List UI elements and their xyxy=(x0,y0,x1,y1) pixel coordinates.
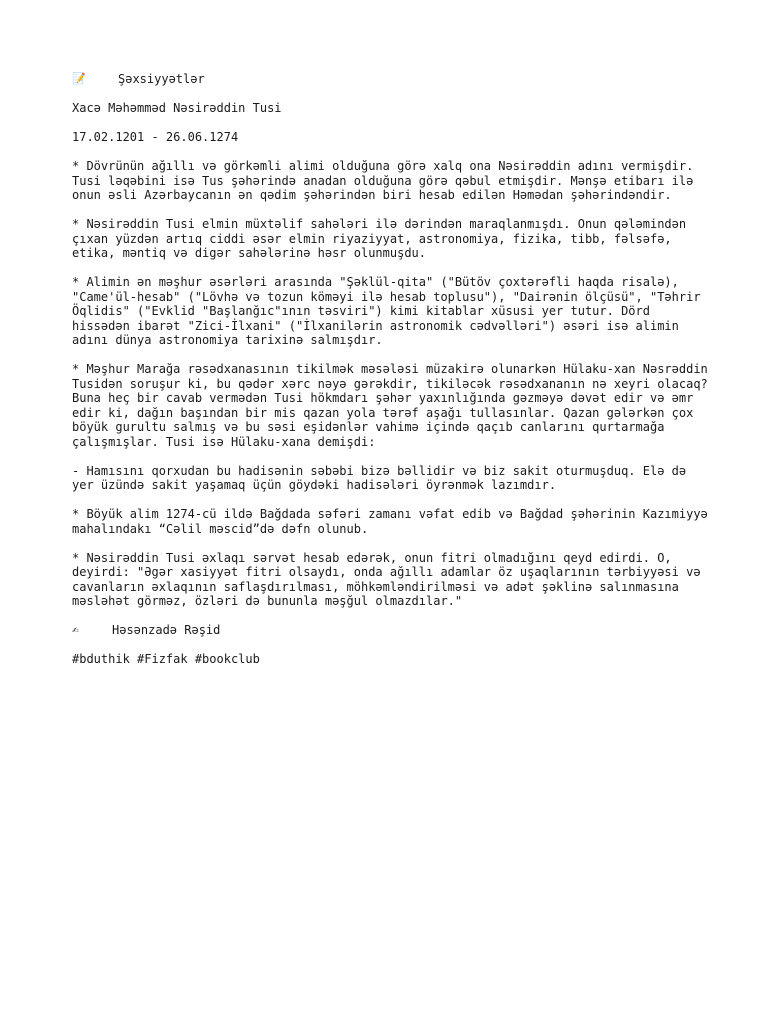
paragraph-ethics: * Nəsirəddin Tusi əxlaqı sərvət hesab edərək, onun fitri olmadığını qeyd edirdi. O, deyirdi: "Əgər xasiyyət fitri olsaydı, onda ağıllı adamlar öz uşaqlarının tərbiyyəsi və cavanların əxlaqının saflaşdırılması, möhkəmləndirilməsi və adət şəklinə salınmasına məsləhət görməz, özləri də bununla məşğul olmazdılar." xyxy=(72,550,708,608)
writing-hand-icon: ✍ xyxy=(72,623,79,636)
section-heading xyxy=(72,72,712,87)
paragraph-sciences: * Nəsirəddin Tusi elmin müxtəlif sahələri ilə dərindən maraqlanmışdı. Onun qələmindən çıxan yüzdən artıq ciddi əsər elmin riyaziyyat, astronomiya, fizika, tibb, fəlsəfə, etika, məntiq və digər sahələrinə həsr olunmuşdu. xyxy=(72,217,694,260)
document-body xyxy=(72,72,715,681)
hashtags: #bduthik #Fizfak #bookclub xyxy=(72,652,260,666)
notebook-icon: 📝 xyxy=(72,72,86,85)
paragraph-works: * Alimin ən məşhur əsərləri arasında "Şəklül-qita" ("Bütöv çoxtərəfli haqda risalə), "Came'ül-hesab" ("Lövhə və tozun köməyi ilə hesab toplusu"), "Dairənin ölçüsü", "Təhrir Öqlidis" ("Evklid "Başlanğıc"ının təsviri") kimi kitablar xüsusi yer tutur. Dörd hissədən ibarət "Zici-İlxani" ("İlxanilərin astronomik cədvəlləri") əsəri isə alimin adını dünya astronomiya tarixinə salmışdır. xyxy=(72,275,708,347)
person-dates: 17.02.1201 - 26.06.1274 xyxy=(72,130,239,144)
paragraph-death: * Böyük alim 1274-cü ildə Bağdada səfəri zamanı vəfat edib və Bağdad şəhərinin Kazımiyyə mahalındakı “Cəlil məscid”də dəfn olunub. xyxy=(72,507,715,536)
paragraph-quote: - Hamısını qorxudan bu hadisənin səbəbi bizə bəllidir və biz sakit oturmuşduq. Elə də yer üzündə sakit yaşamaq üçün göydəki hadisələri öyrənmək lazımdır. xyxy=(72,463,694,492)
signature xyxy=(72,623,712,638)
person-name: Xacə Məhəmməd Nəsirəddin Tusi xyxy=(72,101,282,115)
paragraph-origin: * Dövrünün ağıllı və görkəmli alimi olduğuna görə xalq ona Nəsirəddin adını vermişdir. Tusi ləqəbini isə Tus şəhərində anadan olduğuna görə qəbul etmişdir. Mənşə etibarı ilə onun əsli Azərbaycanın ən qədim şəhərindən biri hesab edilən Həmədan şəhərindəndir. xyxy=(72,159,701,202)
section-title: Şəxsiyyətlər xyxy=(118,72,205,86)
paragraph-observatory: * Məşhur Marağa rəsədxanasının tikilmək məsələsi müzakirə olunarkən Hülaku-xan Nəsrəddin Tusidən soruşur ki, bu qədər xərc nəyə gərəkdir, tikiləcək rəsədxananın nə xeyri olacaq? Buna heç bir cavab vermədən Tusi hökmdarı şəhər yaxınlığında gəzməyə dəvət edir və əmr edir ki, dağın başından bir mis qazan yola tərəf aşağı tullasınlar. Qazan gələrkən çox böyük gurultu salmış və bu səsi eşidənlər vahimə içində qaçıb canlarını qurtarmağa çalışmışlar. Tusi isə Hülaku-xana demişdi: xyxy=(72,362,715,449)
author-name: Həsənzadə Rəşid xyxy=(112,623,221,637)
